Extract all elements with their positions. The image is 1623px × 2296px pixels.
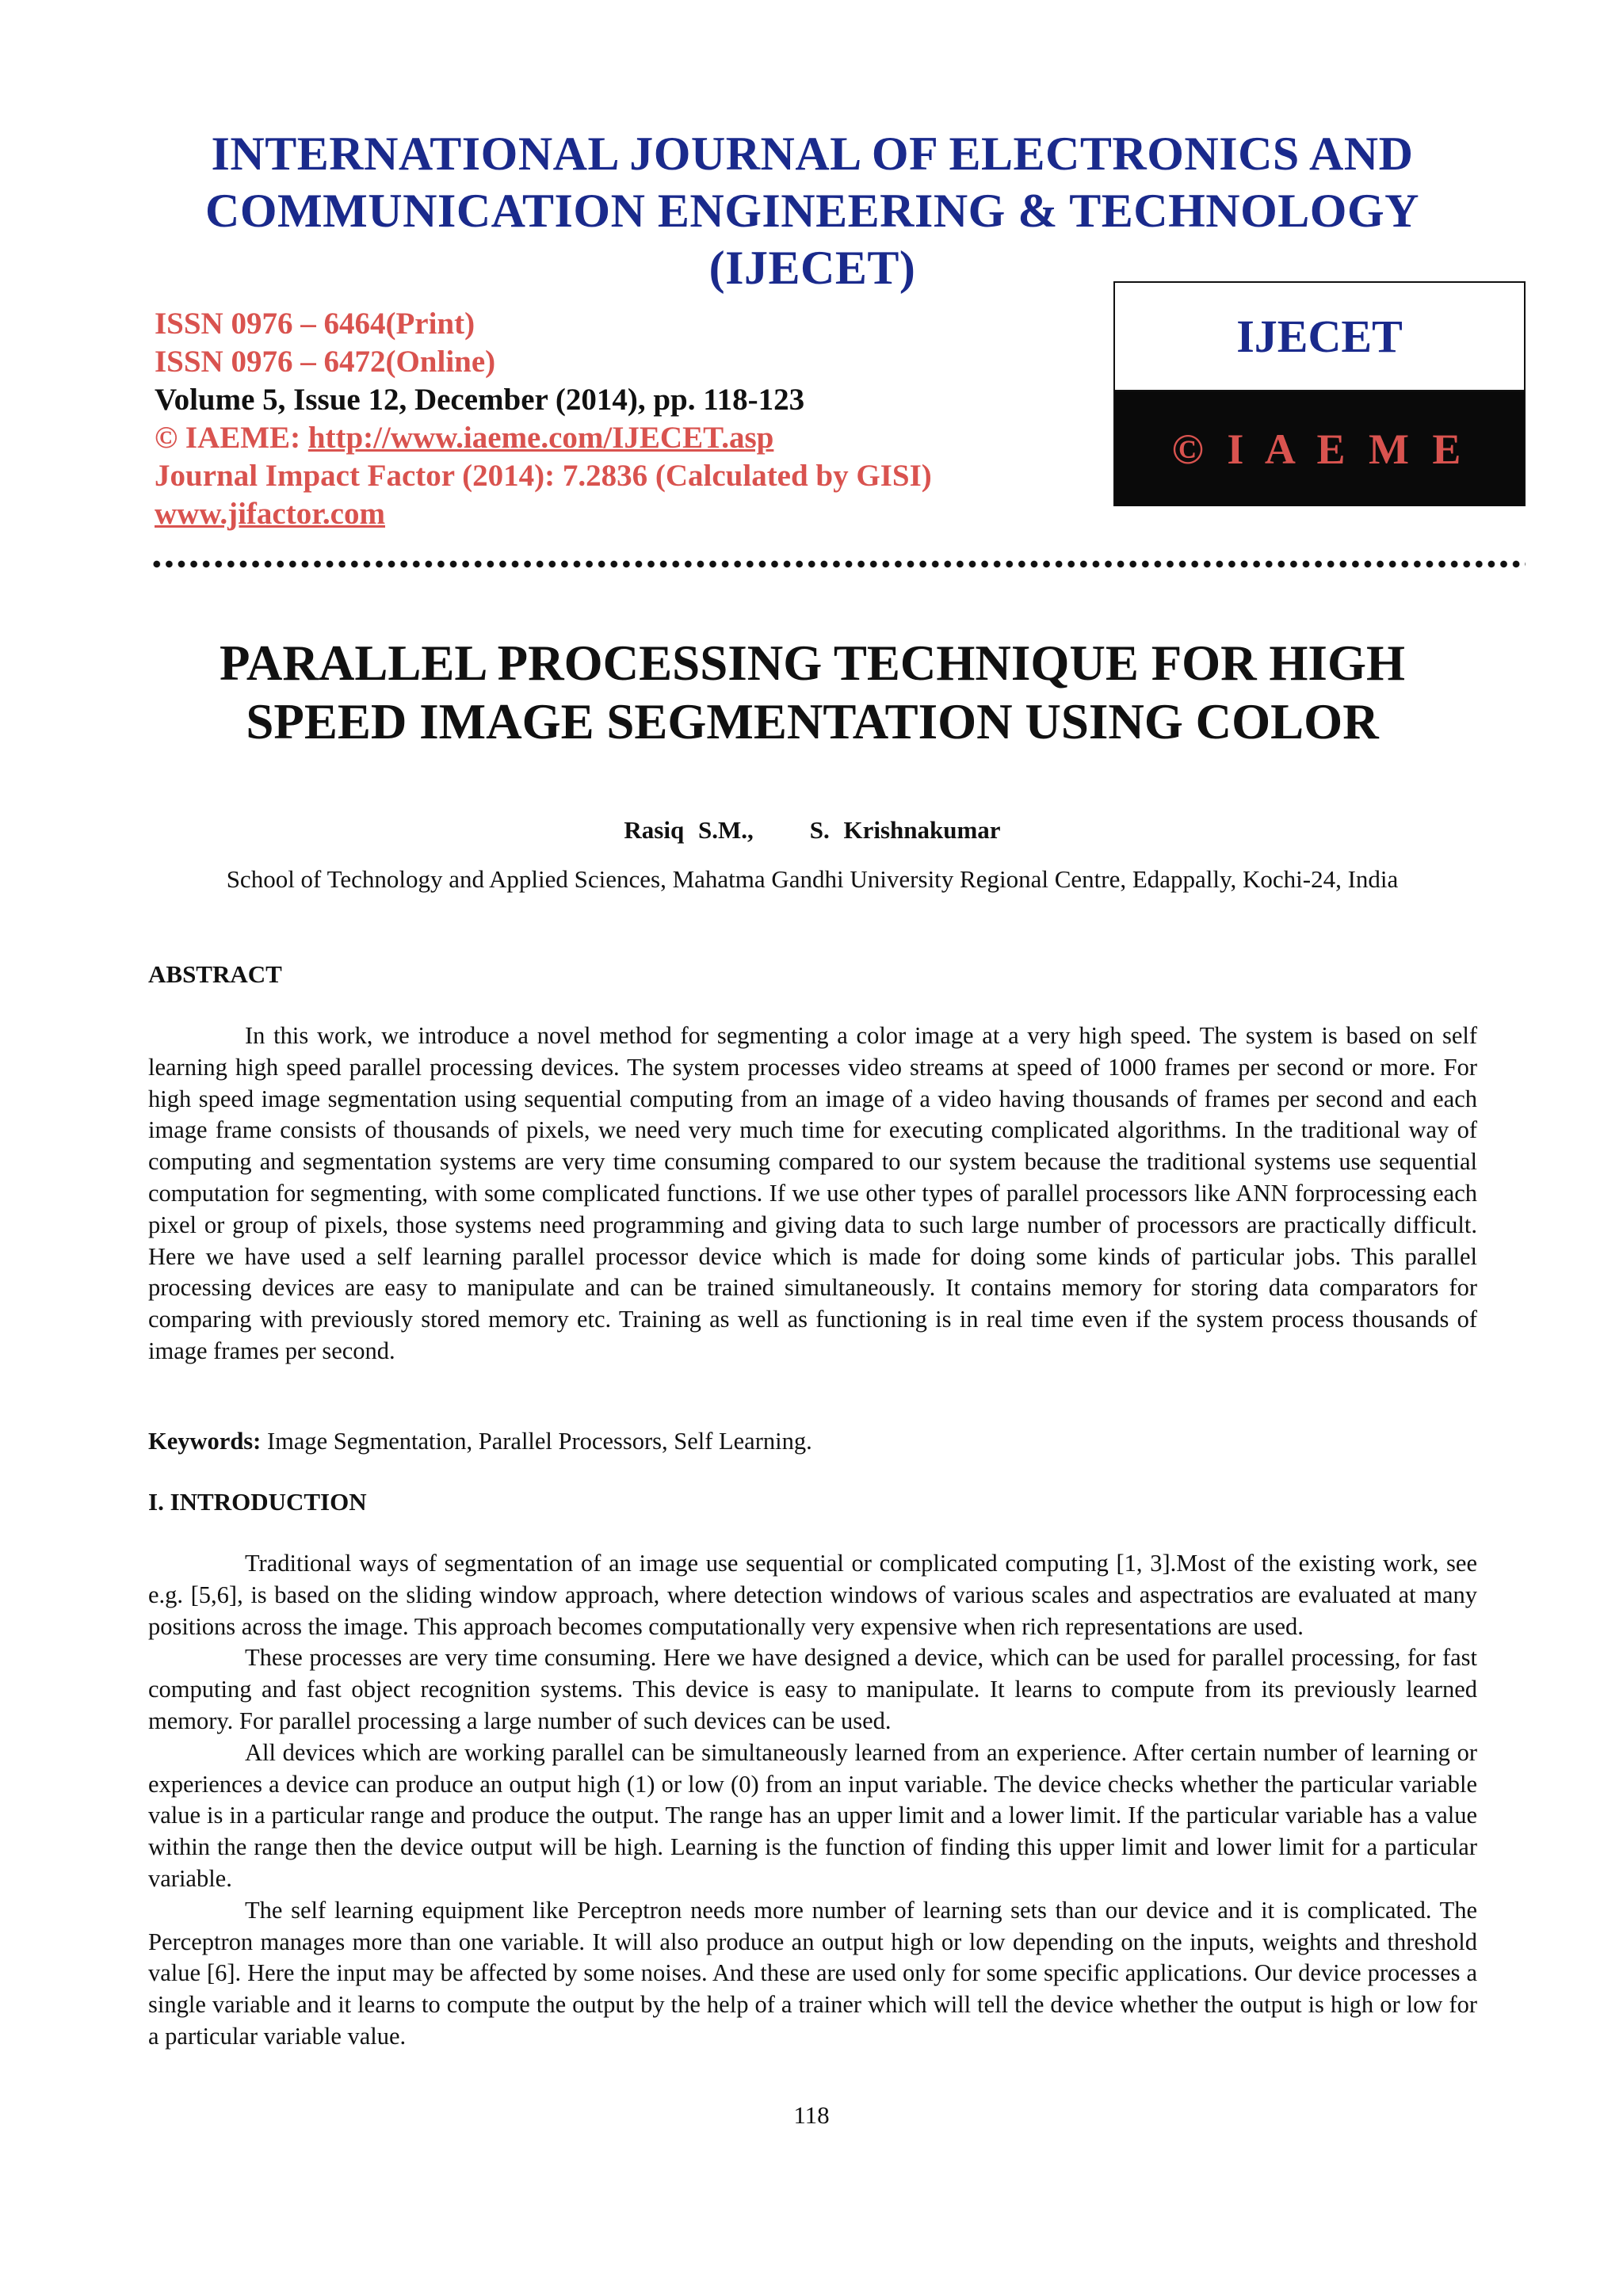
- introduction-section: [148, 1548, 1477, 2053]
- jifactor-link[interactable]: www.jifactor.com: [155, 497, 385, 531]
- paper-title-line-1: PARALLEL PROCESSING TECHNIQUE FOR HIGH: [220, 635, 1405, 691]
- intro-paragraph: These processes are very time consuming. Here we have designed a device, which can be used for parallel processing, for fast computing and fast object recognition systems. This device is easy to manipulate. It learns to compute from its previously learned memory. For parallel processing a large number of such devices can be used.: [148, 1644, 1477, 1734]
- paper-title: [151, 634, 1474, 751]
- paper-authors: Rasiq S.M., S. Krishnakumar: [624, 816, 1001, 844]
- ijecet-logo-text: IJECET: [1115, 283, 1524, 391]
- abstract-section: [148, 1020, 1477, 1367]
- intro-paragraph: Traditional ways of segmentation of an image use sequential or complicated computing [1, 3].Most of the existing work, see e.g. [5,6], is based on the sliding window approach, where detection windows of various scales and aspectratios are evaluated at many positions across the image. This approach becomes computationally very expensive when rich representations are used.: [148, 1550, 1477, 1640]
- abstract-heading: ABSTRACT: [148, 960, 282, 988]
- intro-paragraph: All devices which are working parallel can be simultaneously learned from an experience. After certain number of learning or experiences a device can produce an output high (1) or low (0) from an input variable. The device checks whether the particular variable value is in a particular range and produce the output. The range has an upper limit and a lower limit. If the particular variable has a value within the range then the device output will be high. Learning is the function of finding this upper limit and lower limit for a particular variable.: [148, 1738, 1477, 1892]
- keywords-text: Image Segmentation, Parallel Processors, Self Learning.: [261, 1428, 812, 1455]
- keywords-line: [148, 1426, 1477, 1458]
- impact-factor: Journal Impact Factor (2014): 7.2836 (Calculated by GISI): [155, 459, 932, 493]
- introduction-heading: I. INTRODUCTION: [148, 1488, 367, 1516]
- copyright-prefix: © IAEME:: [155, 421, 308, 455]
- intro-paragraph: The self learning equipment like Perceptron needs more number of learning sets than our device and it is complicated. The Perceptron manages more than one variable. It will also produce an output high or low depending on the inputs, weights and threshold value [6]. Here the input may be affected by some noises. And these are used only for some specific applications. Our device processes a single variable and it learns to compute the output by the help of a trainer which will tell the device whether the output is high or low for a particular variable value.: [148, 1896, 1477, 2050]
- journal-title: [119, 125, 1506, 296]
- issn-online: ISSN 0976 – 6472(Online): [155, 345, 496, 379]
- jifactor-line: [155, 495, 1090, 533]
- iaeme-logo-text: © I A E M E: [1115, 391, 1524, 506]
- issn-print: ISSN 0976 – 6464(Print): [155, 307, 475, 341]
- copyright-line: [155, 419, 1090, 457]
- volume-info: Volume 5, Issue 12, December (2014), pp. 118-123: [155, 383, 805, 417]
- keywords-label: Keywords:: [148, 1428, 262, 1455]
- iaeme-link[interactable]: http://www.iaeme.com/IJECET.asp: [307, 421, 774, 455]
- dotted-divider: [151, 559, 1526, 570]
- paper-affiliation: School of Technology and Applied Sciences, Mahatma Gandhi University Regional Centre, Edappally, Kochi-24, India: [226, 865, 1399, 893]
- paper-title-line-2: SPEED IMAGE SEGMENTATION USING COLOR: [246, 694, 1379, 749]
- journal-title-line-2: COMMUNICATION ENGINEERING & TECHNOLOGY (IJECET): [205, 185, 1419, 294]
- page-number: 118: [793, 2101, 830, 2129]
- journal-logo-box: [1113, 281, 1526, 506]
- journal-meta: [155, 305, 1090, 533]
- abstract-paragraph: In this work, we introduce a novel method for segmenting a color image at a very high speed. The system is based on self learning high speed parallel processing devices. The system processes video streams at speed of 1000 frames per second or more. For high speed image segmentation using sequential computing from an image of a video having thousands of frames per second and each image frame consists of thousands of pixels, we need very much time for executing complicated algorithms. In the traditional way of computing and segmentation systems are very time consuming compared to our system because the traditional systems use sequential computation for segmenting, with some complicated functions. If we use other types of parallel processors like ANN forprocessing each pixel or group of pixels, those systems need programming and giving data to such large number of processors are practically difficult. Here we have used a self learning parallel processor device which is made for doing some kinds of particular jobs. This parallel processing devices are easy to manipulate and can be trained simultaneously. It contains memory for storing data comparators for comparing with previously stored memory etc. Training as well as functioning is in real time even if the system process thousands of image frames per second.: [148, 1022, 1477, 1364]
- journal-title-line-1: INTERNATIONAL JOURNAL OF ELECTRONICS AND: [211, 128, 1414, 180]
